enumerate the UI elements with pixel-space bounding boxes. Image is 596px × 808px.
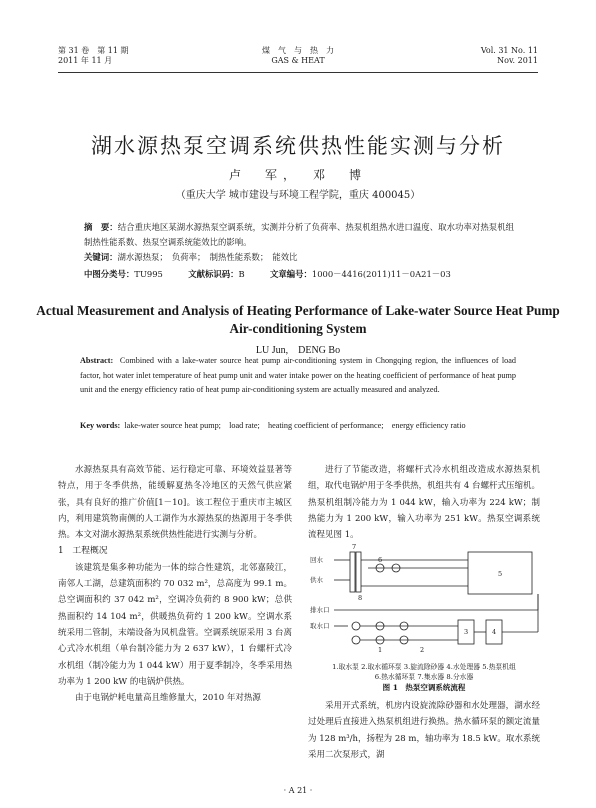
authors-en: LU Jun, DENG Bo xyxy=(255,345,341,356)
header-rule xyxy=(58,72,538,73)
keywords-label-cn: 关键词： xyxy=(84,252,118,262)
label-1: 1 xyxy=(378,646,383,654)
authors-cn: 卢 军， 邓 博 xyxy=(228,168,367,182)
distributor-header xyxy=(356,552,361,592)
legend-line: 6.热水循环泵 7.集水器 8.分水器 xyxy=(374,673,474,681)
affiliation-cn: （重庆大学 城市建设与环境工程学院，重庆 400045） xyxy=(175,190,421,201)
label-7: 7 xyxy=(352,543,357,551)
keywords-en xyxy=(80,419,516,434)
keywords-cn xyxy=(84,251,514,263)
abstract-text-en: Combined with a lake-water source heat pump air-conditioning system in Chongqing region, the influences of load factor, hot water inlet temperature of heat pump unit and water intake power on the heating coefficient of performance of heat pump unit and the energy efficiency ratio of heat pump air-conditioning system are actually measured and analyzed. xyxy=(80,356,517,394)
label-2: 2 xyxy=(420,646,425,654)
clc-label: 中图分类号： xyxy=(84,269,135,279)
title-en: Actual Measurement and Analysis of Heating Performance of Lake-water Source Heat Pump Air-conditioning System xyxy=(36,303,560,336)
body-right-column-lower xyxy=(308,698,540,763)
paragraph: 进行了节能改造，将螺杆式冷水机组改造成水源热泵机组，取代电锅炉用于冬季供热，机组共有 4 台螺杆式压缩机。热泵机组制冷能力为 1 044 kW，输入功率为 224 kW；制热能力为 1 200 kW，输入功率为 251 kW。热泵空调系统流程见图 1。 xyxy=(308,465,540,541)
abstract-label-en: Abstract: xyxy=(80,356,114,365)
journal-name-en: GAS & HEAT xyxy=(271,56,325,65)
keywords-text-cn: 湖水源热泵； 负荷率； 制热性能系数； 能效比 xyxy=(117,252,298,262)
paragraph: 由于电锅炉耗电量高且维修量大，2010 年对热源 xyxy=(75,693,261,704)
body-right-column xyxy=(308,462,540,543)
label-4: 4 xyxy=(492,628,497,636)
doccode-value: B xyxy=(238,269,245,279)
page-number: · A 21 · xyxy=(283,786,313,795)
doccode-label: 文献标识码： xyxy=(188,269,239,279)
classification-line xyxy=(84,268,514,280)
volume-issue-cn: 第 31 卷 第 11 期 xyxy=(58,46,129,55)
date-en: Nov. 2011 xyxy=(497,56,538,65)
collector-header xyxy=(350,552,355,592)
paragraph: 水源热泵具有高效节能、运行稳定可靠、环境效益显著等特点，用于冬季供热，能缓解夏热冬冷地区的天然气供应紧张，具有良好的推广价值[1－10]。该工程位于重庆市主城区内，利用建筑物南侧的人工湖作为水源热泵的热源用于冬季供热。本文对湖水源热泵系统供热性能进行实测与分析。 xyxy=(58,465,292,541)
abstract-label-cn: 摘 要： xyxy=(84,222,118,232)
label-6: 6 xyxy=(378,556,383,564)
legend-line: 1.取水泵 2.取水循环泵 3.旋流除砂器 4.水处理器 5.热泵机组 xyxy=(332,663,516,671)
date-cn: 2011 年 11 月 xyxy=(58,56,113,65)
volume-issue-en: Vol. 31 No. 11 xyxy=(480,46,538,55)
abstract-text-cn: 结合重庆地区某湖水源热泵空调系统，实测并分析了负荷率、热泵机组热水进口温度、取水功率对热泵机组制热性能系数、热泵空调系统能效比的影响。 xyxy=(84,222,515,247)
label-intake: 取水口 xyxy=(310,622,330,630)
journal-volume-issue-en xyxy=(481,46,538,66)
body-left-column xyxy=(58,462,292,706)
journal-name-cn: 煤 气 与 热 力 xyxy=(262,46,334,55)
figure-caption: 图 1 热泵空调系统流程 xyxy=(382,683,466,692)
label-supply: 供水 xyxy=(310,576,323,584)
paragraph: 该建筑是集多种功能为一体的综合性建筑，北邻嘉陵江，南邻人工湖，总建筑面积约 70 032 m²，总高度为 99.1 m。总空调面积约 37 042 m²，空调冷负荷约 8 900 kW；总供热面积约 14 104 m²，供暖热负荷约 1 200 kW。空调水系统采用二管制，末端设备为风机盘管。空调系统原采用 3 台离心式冷水机组（单台制冷能力为 2 637 kW），1 台螺杆式冷水机组（制冷能力为 1 044 kW）用于夏季制冷，冬季采用热功率为 1 200 kW 的电锅炉供热。 xyxy=(58,562,292,687)
intake-pump xyxy=(352,622,360,630)
figure-legend xyxy=(310,662,538,682)
abstract-cn xyxy=(84,220,514,250)
keywords-label-en: Key words: xyxy=(80,421,121,430)
label-drain: 排水口 xyxy=(310,606,330,614)
label-5: 5 xyxy=(498,570,503,578)
intake-pump xyxy=(352,636,360,644)
title-cn: 湖水源热泵空调系统供热性能实测与分析 xyxy=(91,134,505,158)
system-flow-diagram xyxy=(308,540,540,668)
clc-value: TU995 xyxy=(134,269,163,279)
section-heading: 1 工程概况 xyxy=(58,546,108,557)
label-3: 3 xyxy=(464,628,469,636)
articleno-value: 1000－4416(2011)11－0A21－03 xyxy=(311,269,451,279)
abstract-en xyxy=(80,354,516,398)
label-return: 回水 xyxy=(310,556,323,564)
articleno-label: 文章编号： xyxy=(269,269,312,279)
keywords-text-en: lake-water source heat pump; load rate; heating coefficient of performance; energy efficiency ratio xyxy=(124,421,466,430)
label-8: 8 xyxy=(358,594,363,602)
paragraph: 采用开式系统，机房内设旋流除砂器和水处理器，湖水经过处理后直接进入热泵机组进行换热。热水循环泵的额定流量为 128 m³/h，扬程为 28 m，轴功率为 18.5 kW。取水系统采用二次泵形式，湖 xyxy=(308,701,540,760)
